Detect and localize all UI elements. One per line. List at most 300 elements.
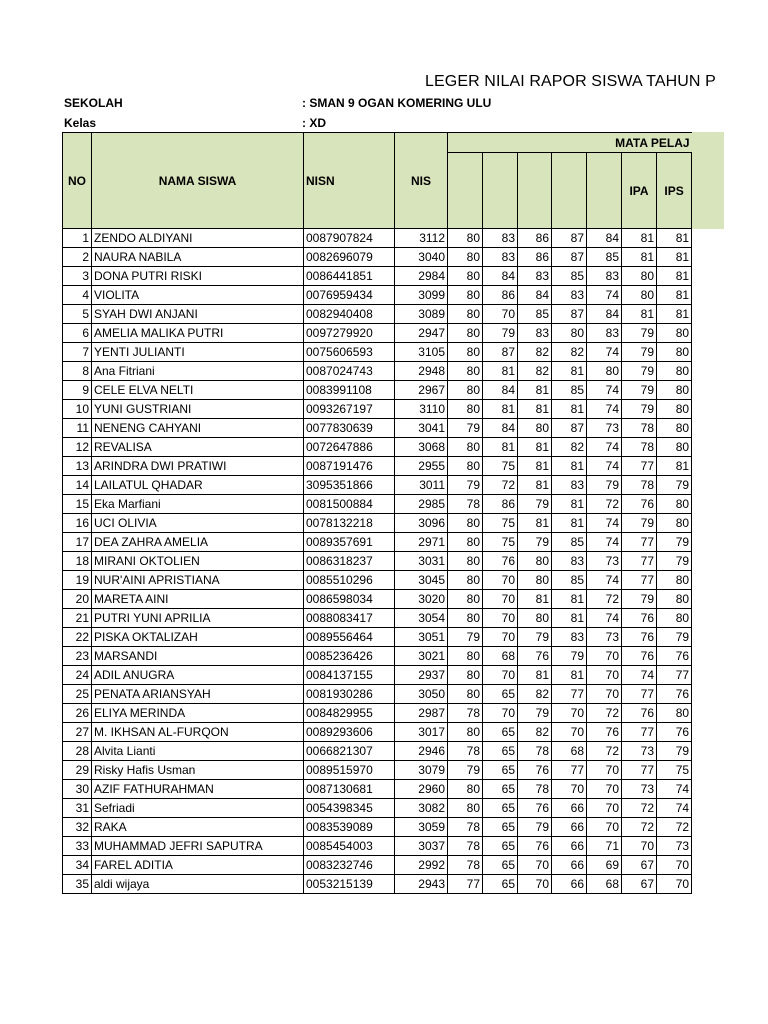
cell-subject-3: 86 <box>518 248 552 267</box>
cell-no: 19 <box>63 571 92 590</box>
cell-subject-2: 76 <box>483 552 518 571</box>
cell-no: 25 <box>63 685 92 704</box>
cell-nama: SYAH DWI ANJANI <box>92 305 304 324</box>
cell-subject-4: 81 <box>552 457 587 476</box>
cell-subject-2: 81 <box>483 362 518 381</box>
cell-nisn: 0085510296 <box>304 571 395 590</box>
cell-no: 18 <box>63 552 92 571</box>
cell-no: 15 <box>63 495 92 514</box>
cell-no: 34 <box>63 856 92 875</box>
cell-no: 7 <box>63 343 92 362</box>
cell-subject-2: 65 <box>483 742 518 761</box>
table-row <box>63 723 692 742</box>
cell-subject-2: 65 <box>483 856 518 875</box>
cell-ips: 76 <box>657 647 692 666</box>
cell-subject-3: 82 <box>518 362 552 381</box>
cell-nama: REVALISA <box>92 438 304 457</box>
header-nisn: NISN <box>304 133 395 229</box>
table-row <box>63 685 692 704</box>
cell-subject-5: 74 <box>587 457 622 476</box>
cell-ips: 76 <box>657 723 692 742</box>
cell-no: 26 <box>63 704 92 723</box>
cell-subject-2: 70 <box>483 704 518 723</box>
cell-subject-4: 87 <box>552 419 587 438</box>
cell-ips: 73 <box>657 837 692 856</box>
cell-nama: LAILATUL QHADAR <box>92 476 304 495</box>
cell-nis: 2985 <box>395 495 448 514</box>
cell-ipa: 77 <box>622 685 657 704</box>
cell-subject-5: 83 <box>587 324 622 343</box>
cell-nisn: 0083232746 <box>304 856 395 875</box>
cell-subject-4: 83 <box>552 476 587 495</box>
cell-ipa: 72 <box>622 799 657 818</box>
cell-ips: 72 <box>657 818 692 837</box>
cell-subject-5: 74 <box>587 343 622 362</box>
table-row <box>63 286 692 305</box>
cell-ips: 79 <box>657 552 692 571</box>
cell-ipa: 77 <box>622 457 657 476</box>
cell-nisn: 0097279920 <box>304 324 395 343</box>
cell-ipa: 80 <box>622 267 657 286</box>
cell-subject-2: 72 <box>483 476 518 495</box>
cell-nis: 3045 <box>395 571 448 590</box>
cell-nis: 3017 <box>395 723 448 742</box>
cell-subject-5: 74 <box>587 400 622 419</box>
cell-subject-1: 80 <box>448 723 483 742</box>
cell-nis: 3096 <box>395 514 448 533</box>
cell-subject-3: 81 <box>518 381 552 400</box>
cell-subject-5: 74 <box>587 438 622 457</box>
cell-nisn: 0083539089 <box>304 818 395 837</box>
cell-nama: NUR'AINI APRISTIANA <box>92 571 304 590</box>
cell-subject-1: 80 <box>448 362 483 381</box>
cell-ips: 75 <box>657 761 692 780</box>
cell-ips: 76 <box>657 685 692 704</box>
cell-subject-4: 82 <box>552 438 587 457</box>
cell-subject-5: 72 <box>587 590 622 609</box>
cell-nama: YUNI GUSTRIANI <box>92 400 304 419</box>
cell-nis: 2967 <box>395 381 448 400</box>
cell-ipa: 67 <box>622 875 657 894</box>
cell-subject-4: 68 <box>552 742 587 761</box>
table-row <box>63 571 692 590</box>
cell-subject-2: 70 <box>483 305 518 324</box>
cell-no: 4 <box>63 286 92 305</box>
cell-subject-5: 70 <box>587 761 622 780</box>
cell-ips: 80 <box>657 324 692 343</box>
cell-subject-2: 79 <box>483 324 518 343</box>
table-row <box>63 229 692 248</box>
cell-nisn: 0082940408 <box>304 305 395 324</box>
cell-subject-5: 76 <box>587 723 622 742</box>
table-row <box>63 590 692 609</box>
cell-subject-4: 83 <box>552 552 587 571</box>
cell-nisn: 0084829955 <box>304 704 395 723</box>
cell-subject-4: 81 <box>552 590 587 609</box>
cell-subject-1: 80 <box>448 457 483 476</box>
sekolah-label: SEKOLAH <box>64 96 123 110</box>
cell-nisn: 0083991108 <box>304 381 395 400</box>
cell-subject-5: 71 <box>587 837 622 856</box>
table-row <box>63 647 692 666</box>
cell-ips: 81 <box>657 248 692 267</box>
cell-no: 30 <box>63 780 92 799</box>
cell-ips: 79 <box>657 533 692 552</box>
cell-subject-3: 84 <box>518 286 552 305</box>
cell-no: 14 <box>63 476 92 495</box>
cell-nama: YENTI JULIANTI <box>92 343 304 362</box>
cell-subject-3: 76 <box>518 761 552 780</box>
table-row <box>63 476 692 495</box>
cell-ips: 79 <box>657 476 692 495</box>
cell-no: 23 <box>63 647 92 666</box>
cell-subject-4: 70 <box>552 704 587 723</box>
cell-no: 33 <box>63 837 92 856</box>
cell-nis: 3020 <box>395 590 448 609</box>
table-row <box>63 704 692 723</box>
cell-nis: 2955 <box>395 457 448 476</box>
cell-subject-2: 81 <box>483 400 518 419</box>
cell-ips: 81 <box>657 229 692 248</box>
cell-subject-3: 78 <box>518 780 552 799</box>
cell-subject-2: 84 <box>483 267 518 286</box>
cell-subject-2: 75 <box>483 514 518 533</box>
table-row <box>63 267 692 286</box>
cell-subject-1: 80 <box>448 305 483 324</box>
cell-ipa: 70 <box>622 837 657 856</box>
cell-subject-1: 80 <box>448 799 483 818</box>
cell-subject-3: 79 <box>518 818 552 837</box>
cell-ipa: 81 <box>622 305 657 324</box>
table-row <box>63 438 692 457</box>
cell-no: 16 <box>63 514 92 533</box>
cell-subject-3: 79 <box>518 495 552 514</box>
cell-subject-4: 85 <box>552 533 587 552</box>
cell-subject-4: 66 <box>552 875 587 894</box>
cell-nis: 3037 <box>395 837 448 856</box>
cell-subject-3: 82 <box>518 685 552 704</box>
cell-subject-5: 73 <box>587 419 622 438</box>
cell-nis: 2943 <box>395 875 448 894</box>
table-row <box>63 666 692 685</box>
cell-subject-5: 74 <box>587 533 622 552</box>
cell-subject-4: 85 <box>552 381 587 400</box>
cell-subject-4: 81 <box>552 362 587 381</box>
cell-ips: 81 <box>657 305 692 324</box>
cell-subject-5: 85 <box>587 248 622 267</box>
cell-nis: 3050 <box>395 685 448 704</box>
cell-nisn: 0086598034 <box>304 590 395 609</box>
cell-no: 1 <box>63 229 92 248</box>
cell-nama: DONA PUTRI RISKI <box>92 267 304 286</box>
cell-nama: NAURA NABILA <box>92 248 304 267</box>
cell-subject-3: 76 <box>518 837 552 856</box>
table-row <box>63 419 692 438</box>
cell-subject-4: 87 <box>552 248 587 267</box>
cell-ips: 80 <box>657 609 692 628</box>
table-row <box>63 799 692 818</box>
cell-nis: 2971 <box>395 533 448 552</box>
cell-nis: 3021 <box>395 647 448 666</box>
cell-subject-4: 85 <box>552 267 587 286</box>
cell-no: 21 <box>63 609 92 628</box>
cell-nama: Eka Marfiani <box>92 495 304 514</box>
cell-subject-5: 72 <box>587 704 622 723</box>
cell-ips: 80 <box>657 381 692 400</box>
cell-subject-1: 77 <box>448 875 483 894</box>
cell-subject-4: 81 <box>552 609 587 628</box>
header-ips: IPS <box>657 153 692 229</box>
cell-subject-3: 76 <box>518 647 552 666</box>
cell-subject-4: 82 <box>552 343 587 362</box>
cell-no: 35 <box>63 875 92 894</box>
table-row <box>63 343 692 362</box>
cell-subject-5: 83 <box>587 267 622 286</box>
cell-nis: 3051 <box>395 628 448 647</box>
cell-nisn: 0085236426 <box>304 647 395 666</box>
cell-subject-5: 70 <box>587 685 622 704</box>
table-row <box>63 514 692 533</box>
table-row <box>63 362 692 381</box>
cell-subject-4: 87 <box>552 229 587 248</box>
cell-no: 13 <box>63 457 92 476</box>
cell-ipa: 80 <box>622 286 657 305</box>
table-row <box>63 248 692 267</box>
cell-nisn: 0089515970 <box>304 761 395 780</box>
cell-ips: 80 <box>657 590 692 609</box>
cell-ips: 80 <box>657 438 692 457</box>
cell-subject-1: 79 <box>448 628 483 647</box>
cell-nisn: 0089293606 <box>304 723 395 742</box>
cell-nis: 3099 <box>395 286 448 305</box>
cell-nisn: 0072647886 <box>304 438 395 457</box>
cell-subject-1: 80 <box>448 685 483 704</box>
cell-subject-2: 86 <box>483 286 518 305</box>
cell-nis: 3041 <box>395 419 448 438</box>
cell-subject-1: 80 <box>448 552 483 571</box>
cell-subject-3: 82 <box>518 343 552 362</box>
cell-no: 24 <box>63 666 92 685</box>
cell-subject-5: 73 <box>587 552 622 571</box>
cell-subject-5: 73 <box>587 628 622 647</box>
cell-subject-4: 81 <box>552 514 587 533</box>
cell-ipa: 78 <box>622 419 657 438</box>
cell-subject-4: 80 <box>552 324 587 343</box>
cell-ipa: 79 <box>622 514 657 533</box>
cell-subject-2: 75 <box>483 457 518 476</box>
cell-nis: 3031 <box>395 552 448 571</box>
cell-no: 2 <box>63 248 92 267</box>
cell-subject-4: 87 <box>552 305 587 324</box>
cell-nama: PENATA ARIANSYAH <box>92 685 304 704</box>
cell-subject-3: 82 <box>518 723 552 742</box>
cell-ips: 80 <box>657 362 692 381</box>
cell-ips: 77 <box>657 666 692 685</box>
header-subject-4 <box>552 153 587 229</box>
cell-nama: ELIYA MERINDA <box>92 704 304 723</box>
cell-subject-5: 70 <box>587 780 622 799</box>
cell-nama: PISKA OKTALIZAH <box>92 628 304 647</box>
cell-nisn: 0085454003 <box>304 837 395 856</box>
cell-nisn: 0081500884 <box>304 495 395 514</box>
cell-nisn: 3095351866 <box>304 476 395 495</box>
grades-body <box>63 229 692 894</box>
cell-subject-4: 77 <box>552 761 587 780</box>
cell-subject-3: 79 <box>518 533 552 552</box>
cell-ipa: 74 <box>622 666 657 685</box>
cell-nisn: 0089357691 <box>304 533 395 552</box>
cell-ips: 74 <box>657 799 692 818</box>
cell-subject-3: 81 <box>518 438 552 457</box>
cell-subject-3: 81 <box>518 400 552 419</box>
cell-subject-1: 80 <box>448 590 483 609</box>
cell-ipa: 72 <box>622 818 657 837</box>
cell-nama: MARETA AINI <box>92 590 304 609</box>
cell-nama: FAREL ADITIA <box>92 856 304 875</box>
cell-subject-4: 81 <box>552 495 587 514</box>
cell-nis: 3105 <box>395 343 448 362</box>
table-row <box>63 495 692 514</box>
cell-subject-3: 78 <box>518 742 552 761</box>
cell-subject-4: 83 <box>552 628 587 647</box>
cell-subject-2: 65 <box>483 723 518 742</box>
cell-subject-3: 79 <box>518 704 552 723</box>
table-row <box>63 381 692 400</box>
cell-nama: MARSANDI <box>92 647 304 666</box>
cell-ips: 81 <box>657 457 692 476</box>
cell-ipa: 79 <box>622 400 657 419</box>
cell-subject-5: 74 <box>587 381 622 400</box>
cell-ipa: 79 <box>622 362 657 381</box>
cell-no: 10 <box>63 400 92 419</box>
cell-subject-3: 83 <box>518 324 552 343</box>
cell-ips: 80 <box>657 400 692 419</box>
document-title: LEGER NILAI RAPOR SISWA TAHUN P <box>425 73 716 90</box>
cell-subject-3: 80 <box>518 419 552 438</box>
cell-ips: 70 <box>657 875 692 894</box>
cell-ips: 70 <box>657 856 692 875</box>
cell-subject-1: 79 <box>448 761 483 780</box>
cell-ips: 80 <box>657 704 692 723</box>
cell-nis: 3040 <box>395 248 448 267</box>
cell-subject-5: 69 <box>587 856 622 875</box>
cell-no: 9 <box>63 381 92 400</box>
table-row <box>63 780 692 799</box>
cell-subject-2: 65 <box>483 780 518 799</box>
cell-nisn: 0054398345 <box>304 799 395 818</box>
cell-subject-1: 80 <box>448 267 483 286</box>
cell-ips: 80 <box>657 343 692 362</box>
cell-nis: 2948 <box>395 362 448 381</box>
cell-subject-2: 83 <box>483 248 518 267</box>
cell-nisn: 0093267197 <box>304 400 395 419</box>
cell-subject-2: 65 <box>483 799 518 818</box>
cell-subject-1: 79 <box>448 476 483 495</box>
cell-subject-1: 80 <box>448 571 483 590</box>
table-row <box>63 457 692 476</box>
cell-subject-4: 70 <box>552 780 587 799</box>
cell-subject-2: 84 <box>483 381 518 400</box>
cell-nama: UCI OLIVIA <box>92 514 304 533</box>
cell-subject-2: 70 <box>483 666 518 685</box>
cell-subject-3: 81 <box>518 476 552 495</box>
table-row <box>63 628 692 647</box>
cell-nisn: 0053215139 <box>304 875 395 894</box>
cell-no: 8 <box>63 362 92 381</box>
cell-subject-5: 84 <box>587 229 622 248</box>
cell-subject-1: 78 <box>448 856 483 875</box>
cell-nis: 2960 <box>395 780 448 799</box>
cell-ipa: 76 <box>622 495 657 514</box>
cell-nama: Alvita Lianti <box>92 742 304 761</box>
header-no: NO <box>63 133 92 229</box>
cell-ipa: 79 <box>622 590 657 609</box>
table-row <box>63 400 692 419</box>
cell-nisn: 0077830639 <box>304 419 395 438</box>
cell-nis: 3079 <box>395 761 448 780</box>
table-row <box>63 533 692 552</box>
cell-nama: VIOLITA <box>92 286 304 305</box>
cell-subject-3: 80 <box>518 609 552 628</box>
cell-nis: 3068 <box>395 438 448 457</box>
cell-nis: 3082 <box>395 799 448 818</box>
cell-subject-4: 81 <box>552 400 587 419</box>
cell-subject-4: 81 <box>552 666 587 685</box>
cell-ipa: 77 <box>622 761 657 780</box>
cell-subject-4: 66 <box>552 837 587 856</box>
cell-subject-1: 80 <box>448 343 483 362</box>
table-row <box>63 761 692 780</box>
cell-nama: RAKA <box>92 818 304 837</box>
cell-ipa: 73 <box>622 742 657 761</box>
cell-subject-5: 70 <box>587 666 622 685</box>
cell-subject-5: 68 <box>587 875 622 894</box>
cell-subject-1: 80 <box>448 400 483 419</box>
cell-subject-4: 70 <box>552 723 587 742</box>
cell-subject-4: 66 <box>552 818 587 837</box>
cell-ipa: 76 <box>622 609 657 628</box>
cell-subject-2: 84 <box>483 419 518 438</box>
cell-subject-2: 70 <box>483 628 518 647</box>
cell-nis: 3089 <box>395 305 448 324</box>
cell-subject-2: 65 <box>483 818 518 837</box>
cell-ipa: 77 <box>622 571 657 590</box>
cell-subject-1: 80 <box>448 248 483 267</box>
cell-subject-1: 78 <box>448 704 483 723</box>
cell-subject-2: 75 <box>483 533 518 552</box>
cell-subject-3: 81 <box>518 666 552 685</box>
cell-ipa: 76 <box>622 647 657 666</box>
cell-ips: 79 <box>657 628 692 647</box>
cell-subject-5: 70 <box>587 818 622 837</box>
cell-ipa: 78 <box>622 438 657 457</box>
cell-subject-2: 87 <box>483 343 518 362</box>
cell-nama: NENENG CAHYANI <box>92 419 304 438</box>
cell-subject-3: 80 <box>518 571 552 590</box>
cell-ips: 81 <box>657 286 692 305</box>
cell-ipa: 77 <box>622 533 657 552</box>
cell-nama: CELE ELVA NELTI <box>92 381 304 400</box>
cell-subject-1: 80 <box>448 229 483 248</box>
cell-nama: MUHAMMAD JEFRI SAPUTRA <box>92 837 304 856</box>
cell-nama: ADIL ANUGRA <box>92 666 304 685</box>
cell-nisn: 0076959434 <box>304 286 395 305</box>
cell-subject-1: 80 <box>448 514 483 533</box>
cell-nisn: 0087130681 <box>304 780 395 799</box>
cell-subject-1: 80 <box>448 780 483 799</box>
cell-subject-2: 70 <box>483 571 518 590</box>
cell-subject-3: 70 <box>518 856 552 875</box>
